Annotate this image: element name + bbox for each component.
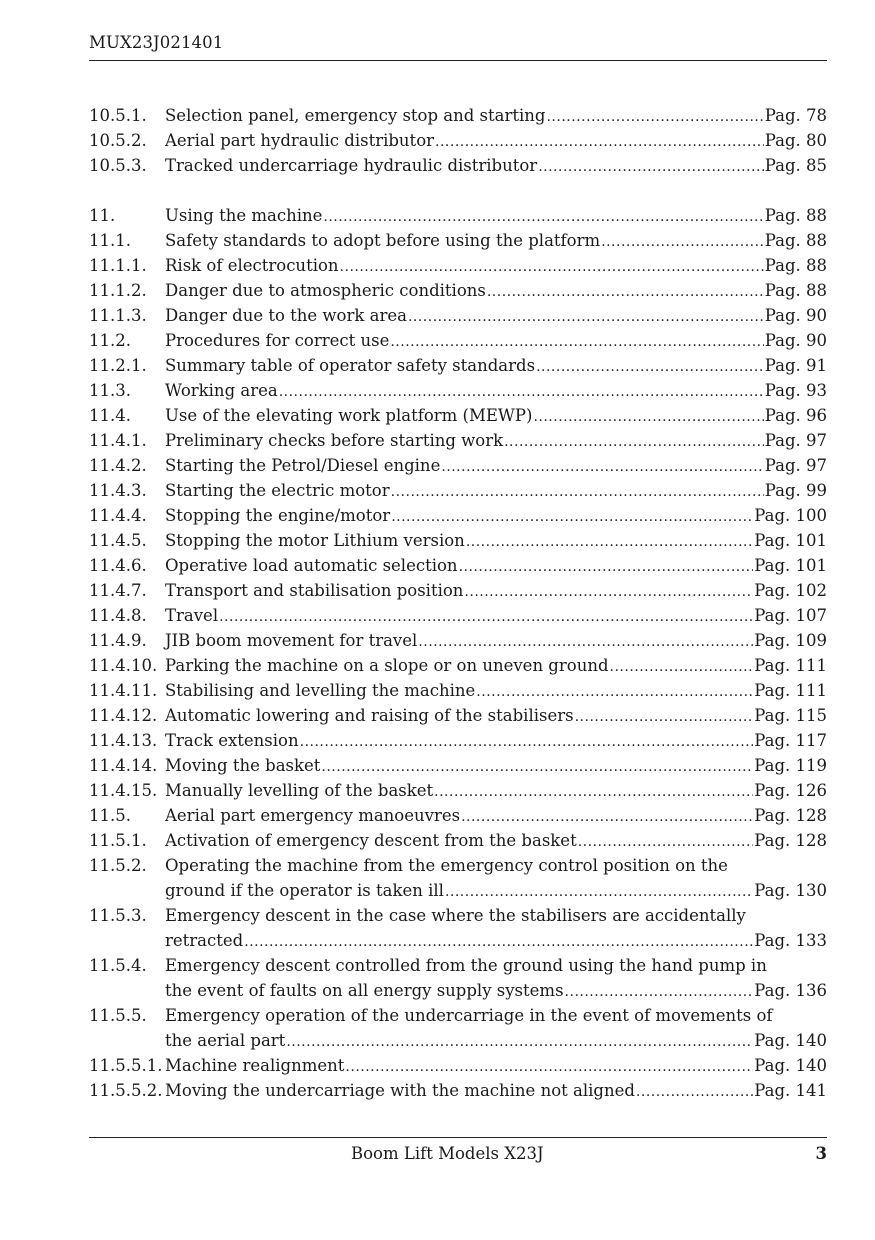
toc-leader xyxy=(434,780,753,805)
toc-number: 11.4.11. xyxy=(89,681,158,700)
toc-title: Danger due to atmospheric conditions xyxy=(165,281,486,300)
toc-number: 10.5.1. xyxy=(89,106,147,125)
toc-number: 11.1.3. xyxy=(89,306,147,325)
toc-page: Pag. 128 xyxy=(754,806,827,825)
toc-leader xyxy=(286,1030,753,1055)
toc-number: 11.1. xyxy=(89,231,131,250)
toc-entry-line1[interactable] xyxy=(89,903,827,928)
toc-leader xyxy=(408,305,764,330)
toc-number: 11.2. xyxy=(89,331,131,350)
toc-entry[interactable] xyxy=(89,628,827,653)
toc-number: 11.4.13. xyxy=(89,731,158,750)
toc-title: Moving the undercarriage with the machine not aligned xyxy=(165,1081,635,1100)
toc-page: Pag. 115 xyxy=(754,706,827,725)
toc-entry[interactable] xyxy=(89,803,827,828)
toc-number: 11.4.4. xyxy=(89,506,147,525)
toc-title: JIB boom movement for travel xyxy=(165,631,418,650)
toc-title: Emergency operation of the undercarriage in the event of movements of xyxy=(165,1006,773,1025)
toc-leader xyxy=(340,255,764,280)
toc-page: Pag. 88 xyxy=(764,206,827,225)
toc-title: Summary table of operator safety standards xyxy=(165,356,536,375)
toc-page: Pag. 130 xyxy=(754,881,827,900)
toc-leader xyxy=(504,430,764,455)
toc-leader xyxy=(610,655,754,680)
toc-title: retracted xyxy=(165,931,244,950)
toc-number: 11.4.3. xyxy=(89,481,147,500)
toc-page: Pag. 133 xyxy=(754,931,827,950)
toc-number: 11.5.5. xyxy=(89,1006,147,1025)
toc-page: Pag. 140 xyxy=(754,1056,827,1075)
toc-leader xyxy=(536,355,764,380)
toc-leader xyxy=(435,130,764,155)
toc-leader xyxy=(459,555,754,580)
toc-title: Selection panel, emergency stop and starting xyxy=(165,106,546,125)
toc-page: Pag. 101 xyxy=(754,556,827,575)
toc-entry[interactable] xyxy=(89,128,827,153)
toc-page: Pag. 97 xyxy=(764,431,827,450)
toc-entry[interactable] xyxy=(89,678,827,703)
toc-entry[interactable] xyxy=(89,353,827,378)
toc-entry[interactable] xyxy=(89,428,827,453)
toc-entry[interactable] xyxy=(89,403,827,428)
toc-leader xyxy=(546,105,763,130)
toc-title: Use of the elevating work platform (MEWP) xyxy=(165,406,533,425)
toc-leader xyxy=(391,480,764,505)
page-number: 3 xyxy=(815,1144,827,1163)
toc-page: Pag. 88 xyxy=(764,231,827,250)
toc-entry-line2[interactable] xyxy=(89,978,827,1003)
toc-entry[interactable] xyxy=(89,603,827,628)
toc-number: 11.4.12. xyxy=(89,706,158,725)
toc-leader xyxy=(390,330,763,355)
toc-entry[interactable] xyxy=(89,278,827,303)
toc-title: Manually levelling of the basket xyxy=(165,781,434,800)
toc-number: 11.4.5. xyxy=(89,531,147,550)
toc-title: Moving the basket xyxy=(165,756,321,775)
toc-number: 11.5.3. xyxy=(89,906,147,925)
toc-title: Risk of electrocution xyxy=(165,256,339,275)
toc-title: Track extension xyxy=(165,731,299,750)
toc-entry[interactable] xyxy=(89,503,827,528)
toc-title: the aerial part xyxy=(165,1031,286,1050)
toc-page: Pag. 111 xyxy=(754,681,827,700)
toc-number: 11.5. xyxy=(89,806,131,825)
toc-number: 11.4. xyxy=(89,406,131,425)
toc-title: Emergency descent controlled from the ground using the hand pump in xyxy=(165,956,767,975)
toc-title: Procedures for correct use xyxy=(165,331,390,350)
toc-page: Pag. 136 xyxy=(754,981,827,1000)
toc-number: 11.4.8. xyxy=(89,606,147,625)
toc-title: Aerial part emergency manoeuvres xyxy=(165,806,461,825)
toc-page: Pag. 80 xyxy=(764,131,827,150)
toc-number: 11.4.15. xyxy=(89,781,158,800)
toc-leader xyxy=(487,280,764,305)
toc-number: 11.5.4. xyxy=(89,956,147,975)
toc-page: Pag. 128 xyxy=(754,831,827,850)
toc-title: Travel xyxy=(165,606,219,625)
table-of-contents xyxy=(89,103,827,1103)
toc-entry[interactable] xyxy=(89,528,827,553)
toc-number: 11.4.2. xyxy=(89,456,147,475)
toc-title: Operative load automatic selection xyxy=(165,556,458,575)
toc-title: Tracked undercarriage hydraulic distributor xyxy=(165,156,538,175)
toc-entry[interactable] xyxy=(89,1078,827,1103)
toc-title: Activation of emergency descent from the basket xyxy=(165,831,577,850)
toc-number: 10.5.2. xyxy=(89,131,147,150)
toc-entry[interactable] xyxy=(89,653,827,678)
toc-entry[interactable] xyxy=(89,478,827,503)
toc-title: Stopping the motor Lithium version xyxy=(165,531,465,550)
toc-page: Pag. 85 xyxy=(764,156,827,175)
toc-leader xyxy=(321,755,753,780)
toc-entry-line2[interactable] xyxy=(89,878,827,903)
toc-entry[interactable] xyxy=(89,153,827,178)
toc-number: 11.4.10. xyxy=(89,656,158,675)
toc-title: Using the machine xyxy=(165,206,323,225)
toc-number: 11.5.2. xyxy=(89,856,147,875)
toc-leader xyxy=(461,805,753,830)
toc-title: the event of faults on all energy supply systems xyxy=(165,981,564,1000)
toc-leader xyxy=(565,980,754,1005)
toc-leader xyxy=(601,230,764,255)
toc-title: Preliminary checks before starting work xyxy=(165,431,504,450)
toc-title: ground if the operator is taken ill xyxy=(165,881,444,900)
toc-leader xyxy=(466,530,753,555)
toc-leader xyxy=(300,730,754,755)
toc-page: Pag. 90 xyxy=(764,331,827,350)
toc-title: Transport and stabilisation position xyxy=(165,581,464,600)
toc-number: 11.4.14. xyxy=(89,756,158,775)
toc-page: Pag. 107 xyxy=(754,606,827,625)
toc-page: Pag. 96 xyxy=(764,406,827,425)
toc-leader xyxy=(219,605,753,630)
toc-title: Starting the Petrol/Diesel engine xyxy=(165,456,441,475)
toc-number: 11.4.1. xyxy=(89,431,147,450)
toc-page: Pag. 117 xyxy=(754,731,827,750)
toc-title: Danger due to the work area xyxy=(165,306,407,325)
toc-title: Stabilising and levelling the machine xyxy=(165,681,476,700)
toc-entry-line2[interactable] xyxy=(89,928,827,953)
toc-page: Pag. 141 xyxy=(754,1081,827,1100)
toc-leader xyxy=(578,830,754,855)
toc-entry[interactable] xyxy=(89,328,827,353)
toc-entry[interactable] xyxy=(89,453,827,478)
toc-page: Pag. 109 xyxy=(754,631,827,650)
toc-leader xyxy=(441,455,763,480)
toc-page: Pag. 88 xyxy=(764,256,827,275)
toc-title: Emergency descent in the case where the stabilisers are accidentally xyxy=(165,906,746,925)
toc-entry-line2[interactable] xyxy=(89,1028,827,1053)
toc-title: Safety standards to adopt before using the platform xyxy=(165,231,601,250)
toc-entry[interactable] xyxy=(89,828,827,853)
toc-entry[interactable] xyxy=(89,753,827,778)
toc-title: Machine realignment xyxy=(165,1056,345,1075)
toc-leader xyxy=(636,1080,753,1105)
toc-title: Operating the machine from the emergency control position on the xyxy=(165,856,728,875)
toc-page: Pag. 97 xyxy=(764,456,827,475)
toc-number: 11.4.6. xyxy=(89,556,147,575)
toc-leader xyxy=(323,205,763,230)
toc-entry[interactable] xyxy=(89,378,827,403)
toc-number: 11.4.9. xyxy=(89,631,147,650)
toc-leader xyxy=(279,380,764,405)
toc-title: Aerial part hydraulic distributor xyxy=(165,131,435,150)
header-divider xyxy=(89,60,827,61)
toc-page: Pag. 99 xyxy=(764,481,827,500)
toc-leader xyxy=(391,505,753,530)
toc-page: Pag. 140 xyxy=(754,1031,827,1050)
toc-entry[interactable] xyxy=(89,103,827,128)
toc-page: Pag. 126 xyxy=(754,781,827,800)
toc-entry-line1[interactable] xyxy=(89,1003,827,1028)
toc-page: Pag. 90 xyxy=(764,306,827,325)
toc-leader xyxy=(244,930,753,955)
toc-entry[interactable] xyxy=(89,253,827,278)
toc-leader xyxy=(533,405,763,430)
toc-page: Pag. 88 xyxy=(764,281,827,300)
toc-leader xyxy=(476,680,753,705)
toc-leader xyxy=(464,580,753,605)
toc-entry[interactable] xyxy=(89,578,827,603)
toc-page: Pag. 101 xyxy=(754,531,827,550)
toc-title: Parking the machine on a slope or on uneven ground xyxy=(165,656,609,675)
toc-number: 11.5.1. xyxy=(89,831,147,850)
toc-leader xyxy=(538,155,764,180)
toc-number: 10.5.3. xyxy=(89,156,147,175)
document-code: MUX23J021401 xyxy=(89,33,224,52)
toc-entry[interactable] xyxy=(89,1053,827,1078)
toc-entry[interactable] xyxy=(89,728,827,753)
toc-number: 11.5.5.2. xyxy=(89,1081,163,1100)
footer-divider xyxy=(89,1137,827,1138)
toc-leader xyxy=(445,880,753,905)
toc-entry[interactable] xyxy=(89,703,827,728)
toc-number: 11.3. xyxy=(89,381,131,400)
toc-leader xyxy=(345,1055,753,1080)
toc-page: Pag. 91 xyxy=(764,356,827,375)
toc-page: Pag. 119 xyxy=(754,756,827,775)
toc-entry[interactable] xyxy=(89,778,827,803)
toc-number: 11. xyxy=(89,206,116,225)
toc-entry-line1[interactable] xyxy=(89,853,827,878)
toc-number: 11.1.1. xyxy=(89,256,147,275)
toc-leader xyxy=(418,630,753,655)
toc-number: 11.5.5.1. xyxy=(89,1056,163,1075)
toc-page: Pag. 93 xyxy=(764,381,827,400)
toc-entry[interactable] xyxy=(89,303,827,328)
toc-title: Stopping the engine/motor xyxy=(165,506,391,525)
toc-entry[interactable] xyxy=(89,203,827,228)
toc-leader xyxy=(575,705,754,730)
toc-number: 11.4.7. xyxy=(89,581,147,600)
toc-entry[interactable] xyxy=(89,228,827,253)
toc-number: 11.2.1. xyxy=(89,356,147,375)
toc-title: Working area xyxy=(165,381,278,400)
toc-entry[interactable] xyxy=(89,553,827,578)
toc-title: Automatic lowering and raising of the stabilisers xyxy=(165,706,574,725)
toc-page: Pag. 78 xyxy=(764,106,827,125)
toc-entry-line1[interactable] xyxy=(89,953,827,978)
toc-page: Pag. 111 xyxy=(754,656,827,675)
footer-title: Boom Lift Models X23J xyxy=(351,1144,544,1163)
toc-page: Pag. 100 xyxy=(754,506,827,525)
toc-number: 11.1.2. xyxy=(89,281,147,300)
toc-title: Starting the electric motor xyxy=(165,481,390,500)
toc-page: Pag. 102 xyxy=(754,581,827,600)
